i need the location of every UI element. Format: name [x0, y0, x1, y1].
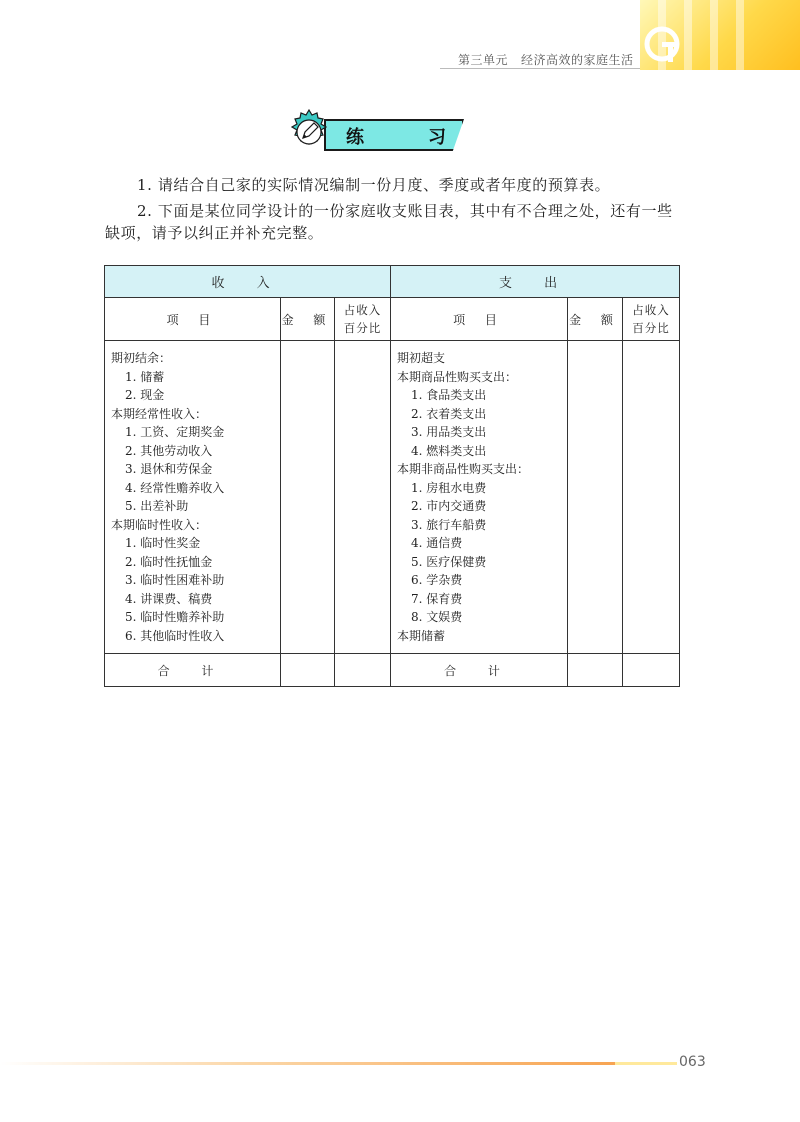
income-item: 4. 讲课费、稿费 [125, 591, 213, 606]
income-amount-col: 金 额 [281, 298, 335, 341]
income-total-amount [281, 654, 335, 687]
column-header-row [105, 298, 680, 341]
pct-line-1: 占收入 [343, 303, 382, 317]
income-item: 3. 临时性困难补助 [125, 573, 225, 587]
income-item-col: 项 目 [105, 298, 281, 341]
table-body-row [105, 341, 680, 654]
income-item: 1. 储蓄 [125, 369, 165, 384]
income-item: 6. 其他临时性收入 [125, 628, 225, 643]
income-item: 本期经常性收入： [111, 406, 208, 421]
income-total-pct [335, 654, 391, 687]
expense-item: 4. 通信费 [411, 536, 463, 550]
income-item: 期初结余： [111, 351, 172, 365]
income-item: 3. 退休和劳保金 [125, 462, 213, 476]
pct-line-2: 百分比 [632, 321, 670, 335]
expense-total-pct [623, 654, 680, 687]
budget-table [104, 265, 680, 687]
income-items-cell [105, 341, 281, 654]
exercise-badge [284, 107, 464, 157]
expense-item: 5. 医疗保健费 [411, 554, 487, 569]
expense-item: 本期商品性购买支出： [397, 369, 518, 384]
income-pct-col [335, 298, 391, 341]
expense-item: 7. 保育费 [411, 591, 463, 606]
header-divider [440, 68, 640, 69]
expense-header: 支 出 [391, 266, 680, 298]
expense-item: 8. 文娱费 [411, 610, 463, 624]
question-2 [105, 200, 683, 244]
expense-total-amount [568, 654, 623, 687]
expense-item: 本期储蓄 [397, 628, 446, 643]
expense-item: 2. 市内交通费 [411, 499, 487, 513]
expense-item: 期初超支 [397, 351, 446, 365]
chapter-logo-icon [642, 24, 682, 64]
table-header-row [105, 266, 680, 298]
expense-item: 2. 衣着类支出 [411, 406, 487, 421]
gear-pencil-icon [284, 107, 334, 157]
expense-pct-cell [623, 341, 680, 654]
expense-amount-cell [568, 341, 623, 654]
expense-item: 1. 食品类支出 [411, 388, 487, 402]
income-item: 5. 临时性赡养补助 [125, 610, 225, 624]
badge-label-1: 练 [346, 127, 364, 148]
question-2-line-2: 缺项，请予以纠正并补充完整。 [105, 224, 324, 242]
income-item: 2. 其他劳动收入 [125, 443, 213, 458]
chapter-heading [458, 51, 633, 68]
pct-line-1: 占收入 [632, 303, 670, 317]
question-2-line-1: 2. 下面是某位同学设计的一份家庭收支账目表，其中有不合理之处，还有一些 [137, 202, 673, 220]
badge-label-2: 习 [428, 127, 446, 148]
income-pct-cell [335, 341, 391, 654]
income-total-label: 合 计 [105, 654, 281, 687]
expense-pct-col [623, 298, 680, 341]
footer-bar-accent [615, 1062, 677, 1065]
income-item: 2. 临时性抚恤金 [125, 554, 213, 569]
expense-item: 4. 燃料类支出 [411, 443, 487, 458]
chapter-number: 第三单元 [458, 53, 509, 67]
question-1: 1. 请结合自己家的实际情况编制一份月度、季度或者年度的预算表。 [137, 176, 611, 194]
income-item: 5. 出差补助 [125, 499, 189, 513]
page-number: 063 [679, 1054, 706, 1070]
income-item: 4. 经常性赡养收入 [125, 480, 225, 495]
expense-items-cell [391, 341, 568, 654]
chapter-name: 经济高效的家庭生活 [520, 53, 634, 67]
expense-total-label: 合 计 [391, 654, 568, 687]
total-row [105, 654, 680, 687]
expense-item: 本期非商品性购买支出： [397, 462, 530, 476]
income-item: 本期临时性收入： [111, 517, 208, 532]
income-amount-cell [281, 341, 335, 654]
income-item: 1. 临时性奖金 [125, 536, 201, 550]
expense-item: 1. 房租水电费 [411, 480, 487, 495]
income-header: 收 入 [105, 266, 391, 298]
footer-bar [0, 1062, 615, 1065]
expense-item: 3. 用品类支出 [411, 425, 487, 439]
expense-item: 6. 学杂费 [411, 573, 463, 587]
expense-amount-col: 金 额 [568, 298, 623, 341]
income-item: 1. 工资、定期奖金 [125, 425, 225, 439]
income-item: 2. 现金 [125, 388, 165, 402]
pct-line-2: 百分比 [343, 321, 382, 335]
expense-item-col: 项 目 [391, 298, 568, 341]
expense-item: 3. 旅行车船费 [411, 517, 487, 532]
